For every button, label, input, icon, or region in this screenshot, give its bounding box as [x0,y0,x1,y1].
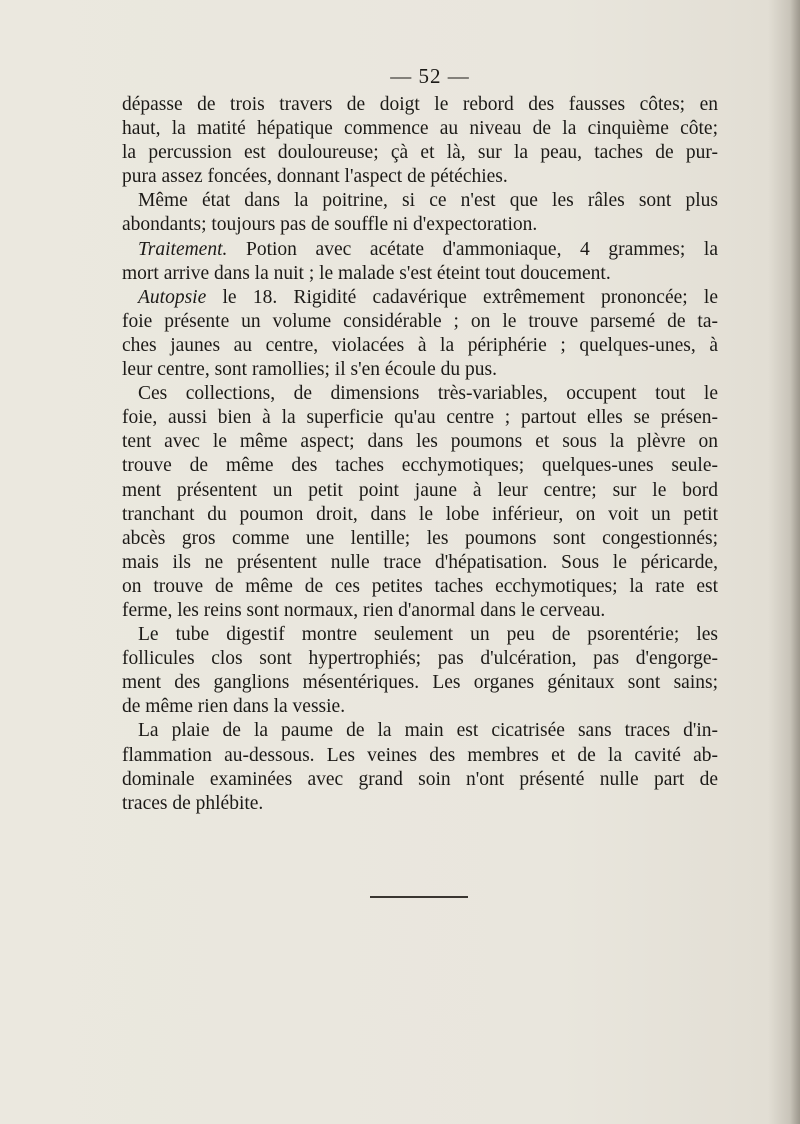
line-text: trouve de même des taches ecchymotiques; quelques-unes seule- [122,455,718,477]
text-line [122,406,718,430]
text-line [122,744,718,768]
line-text: on trouve de même de ces petites taches ecchymotiques; la rate est [122,575,718,597]
text-line [122,671,718,695]
line-text: ferme, les reins sont normaux, rien d'anormal dans le cerveau. [122,599,606,621]
text-line [122,358,718,382]
text-line [122,262,718,286]
line-text: foie, aussi bien à la superficie qu'au centre ; partout elles se présen- [122,407,718,429]
text-line [122,238,718,262]
text-line [122,117,718,141]
line-text: Traitement. Potion avec acétate d'ammoniaque, 4 grammes; la [138,238,718,260]
line-text: Le tube digestif montre seulement un peu de psorentérie; les [138,624,718,646]
line-text: pura assez foncées, donnant l'aspect de pétéchies. [122,166,508,188]
text-line [122,454,718,478]
text-line [122,286,718,310]
text-line [122,792,718,816]
line-text: de même rien dans la vessie. [122,696,346,718]
line-text: Ces collections, de dimensions très-variables, occupent tout le [138,383,718,405]
line-text: dominale examinées avec grand soin n'ont présenté nulle part de [122,768,718,790]
text-line [122,623,718,647]
text-line [122,189,718,213]
text-line [122,165,718,189]
line-text: flammation au-dessous. Les veines des membres et de la cavité ab- [122,744,718,766]
line-text: foie présente un volume considérable ; on le trouve parsemé de ta- [122,310,718,332]
line-text: ment présentent un petit point jaune à leur centre; sur le bord [122,479,718,501]
text-line [122,310,718,334]
line-text: mais ils ne présentent nulle trace d'hépatisation. Sous le péricarde, [122,551,718,573]
run-in-heading: Autopsie [138,286,207,308]
line-text: ment des ganglions mésentériques. Les organes génitaux sont sains; [122,672,718,694]
text-line [122,551,718,575]
line-text: tent avec le même aspect; dans les poumons et sous la plèvre on [122,431,718,453]
text-line [122,599,718,623]
text-line [122,93,718,117]
line-text: haut, la matité hépatique commence au niveau de la cinquième côte; [122,118,718,140]
line-text: traces de phlébite. [122,792,264,814]
text-line [122,527,718,551]
line-text: dépasse de trois travers de doigt le rebord des fausses côtes; en [122,94,718,115]
line-text: abcès gros comme une lentille; les poumons sont congestionnés; [122,527,718,549]
text-line [122,503,718,527]
text-line [122,334,718,358]
text-line [122,768,718,792]
line-text: La plaie de la paume de la main est cicatrisée sans traces d'in- [138,720,718,742]
page-edge-shadow [790,0,800,1124]
line-text: leur centre, sont ramollies; il s'en écoule du pus. [122,359,497,381]
text-line [122,647,718,671]
line-text: tranchant du poumon droit, dans le lobe inférieur, on voit un petit [122,503,718,525]
run-in-heading: Traitement. [138,238,228,260]
end-rule-divider [370,896,468,898]
line-text: Autopsie le 18. Rigidité cadavérique extrêmement prononcée; le [138,286,718,308]
text-line [122,479,718,503]
line-text: Même état dans la poitrine, si ce n'est que les râles sont plus [138,190,718,212]
line-text: abondants; toujours pas de souffle ni d'expectoration. [122,214,538,236]
text-line [122,695,718,719]
body-text [122,93,718,816]
line-text: ches jaunes au centre, violacées à la périphérie ; quelques-unes, à [122,334,718,356]
text-line [122,213,718,237]
text-line [122,430,718,454]
page-number: — 52 — [390,64,470,88]
line-text: la percussion est douloureuse; çà et là, sur la peau, taches de pur- [122,142,718,164]
text-line [122,141,718,165]
line-text: mort arrive dans la nuit ; le malade s'est éteint tout doucement. [122,262,611,284]
text-line [122,719,718,743]
text-line [122,382,718,406]
text-line [122,575,718,599]
line-text: follicules clos sont hypertrophiés; pas d'ulcération, pas d'engorge- [122,648,718,670]
